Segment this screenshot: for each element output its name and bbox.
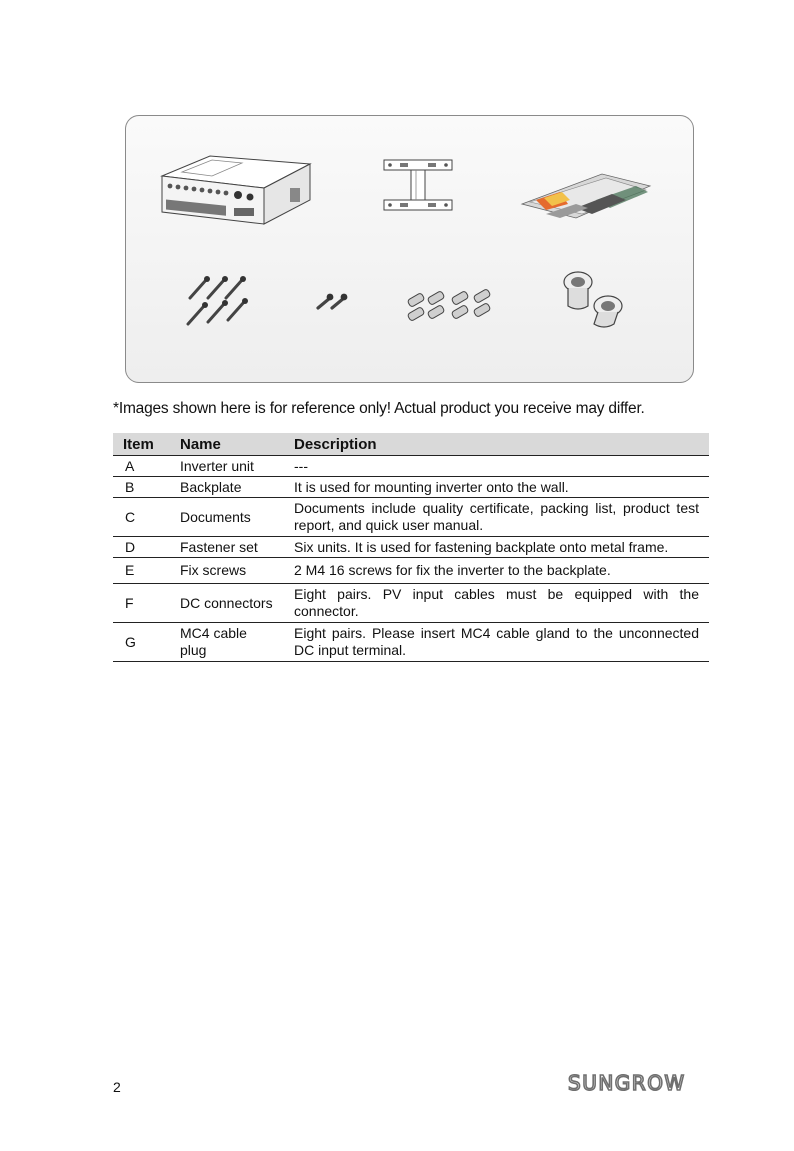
item-cell: A: [113, 456, 170, 477]
name-cell: Inverter unit: [170, 456, 284, 477]
description-cell: ---: [284, 456, 709, 477]
inverter-unit-image: [152, 154, 312, 234]
documents-image: [516, 170, 656, 224]
item-cell: C: [113, 498, 170, 537]
fastener-set-image: [182, 270, 258, 330]
description-cell: Eight pairs. PV input cables must be equipped with the connector.: [284, 584, 709, 623]
name-cell: Documents: [170, 498, 284, 537]
name-cell: MC4 cable plug: [170, 623, 284, 662]
item-cell: B: [113, 477, 170, 498]
page-number: 2: [113, 1079, 121, 1095]
package-contents-table: [113, 433, 709, 662]
fix-screws-image: [314, 290, 350, 312]
table-row: [113, 623, 709, 662]
description-cell: Eight pairs. Please insert MC4 cable gland to the unconnected DC input terminal.: [284, 623, 709, 662]
name-cell: Fix screws: [170, 558, 284, 584]
reference-note: *Images shown here is for reference only! Actual product you receive may differ.: [113, 400, 645, 417]
table-row: [113, 584, 709, 623]
sungrow-logo: [568, 1072, 710, 1094]
name-cell: Backplate: [170, 477, 284, 498]
name-cell: Fastener set: [170, 537, 284, 558]
description-cell: Documents include quality certificate, packing list, product test report, and quick user manual.: [284, 498, 709, 537]
header-name: Name: [170, 433, 284, 456]
item-cell: G: [113, 623, 170, 662]
dc-connectors-image: [404, 286, 500, 324]
table-row: [113, 456, 709, 477]
backplate-image: [380, 156, 456, 220]
header-item: Item: [113, 433, 170, 456]
name-cell: DC connectors: [170, 584, 284, 623]
header-description: Description: [284, 433, 709, 456]
table-row: [113, 537, 709, 558]
mc4-cable-plug-image: [554, 266, 634, 332]
package-contents-figure: [125, 115, 694, 383]
item-cell: F: [113, 584, 170, 623]
item-cell: E: [113, 558, 170, 584]
table-row: [113, 498, 709, 537]
description-cell: It is used for mounting inverter onto the wall.: [284, 477, 709, 498]
table-row: [113, 558, 709, 584]
table-row: [113, 477, 709, 498]
description-cell: Six units. It is used for fastening backplate onto metal frame.: [284, 537, 709, 558]
item-cell: D: [113, 537, 170, 558]
logo-text: SUNGROW: [568, 1072, 686, 1094]
table-header-row: [113, 433, 709, 456]
description-cell: 2 M4 16 screws for fix the inverter to the backplate.: [284, 558, 709, 584]
